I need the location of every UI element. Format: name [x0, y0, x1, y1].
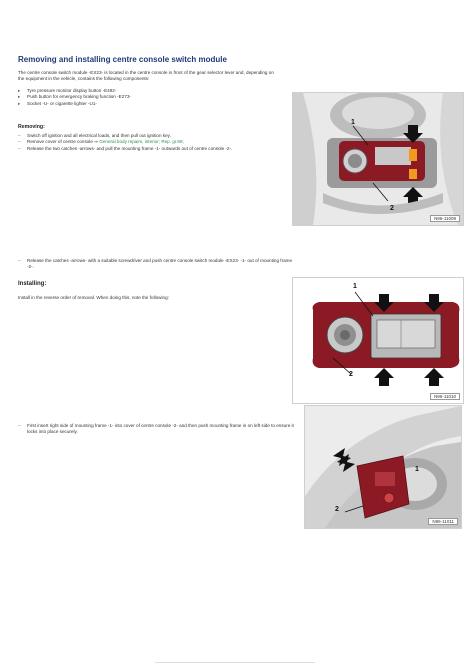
intro-paragraph: The centre console switch module -EX23- is located in the centre console in front of the gear selector lever and, depending on the equipment in the vehicle, contains the following components: [18, 70, 274, 82]
footer-divider [155, 662, 315, 663]
list-item: – First insert right side of mounting frame -1- into cover of centre console -2- and then push mounting frame in on left side to ensure it locks into place securely. [18, 423, 298, 436]
figure-switch-module [292, 277, 464, 404]
mounting-frame-illustration [305, 406, 461, 528]
repair-manual-link[interactable]: General body repairs, interior; Rep. gr.68; [99, 139, 184, 145]
figure-console-frame [292, 92, 464, 226]
callout-2: 2 [390, 205, 394, 212]
step-text: Release the two catches -arrows- and pull the mounting frame -1- outwards out of centre console -2-. [27, 145, 233, 151]
step-text: Remove cover of centre console ⇒ [27, 139, 100, 145]
callout-1: 1 [353, 283, 357, 290]
step-text: Switch off ignition and all electrical loads, and then pull out ignition key. [27, 133, 171, 138]
figure-id: N96-11010 [430, 393, 460, 400]
console-illustration [293, 93, 463, 225]
figure-id: N96-11011 [428, 518, 458, 525]
removing-steps [18, 133, 288, 152]
callout-2: 2 [349, 371, 353, 378]
figure-id: N96-11009 [430, 215, 460, 222]
list-item: ▸ Push button for emergency braking function -E273- [18, 94, 288, 100]
list-item: ▸ Socket -U- or cigarette lighter -U1- [18, 101, 288, 107]
callout-1: 1 [351, 119, 355, 126]
list-item: ▸ Tyre pressure monitor display button -E492- [18, 88, 288, 94]
installing-heading: Installing: [18, 281, 47, 287]
release-step [18, 258, 293, 271]
component-list [18, 88, 288, 107]
figure-mounting-frame [304, 405, 462, 529]
list-item: – Release the catches -arrows- with a suitable screwdriver and push centre console switch module -EX23- -1- out of mounting frame -2-. [18, 258, 293, 271]
list-item [18, 146, 288, 152]
final-step [18, 423, 298, 436]
removing-heading: Removing: [18, 124, 45, 130]
switch-module-illustration [293, 278, 463, 403]
page-title: Removing and installing centre console switch module [18, 55, 227, 64]
installing-text: Install in the reverse order of removal. When doing this, note the following: [18, 295, 169, 300]
callout-1: 1 [415, 466, 419, 473]
callout-2: 2 [335, 506, 339, 513]
